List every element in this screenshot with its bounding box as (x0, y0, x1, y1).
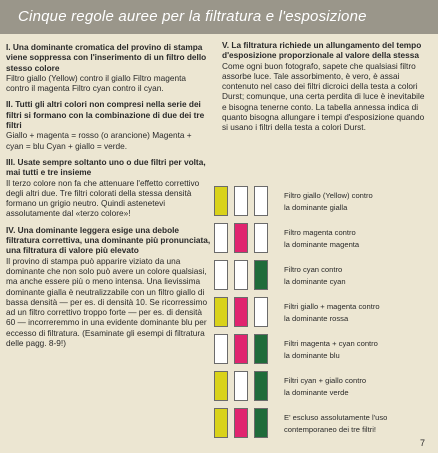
rule-1-body: Filtro giallo (Yellow) contro il giallo Filtro magenta contro il magenta Filtro cyan contro il cyan. (6, 72, 186, 94)
filter-row-line2: contemporaneo dei tre filtri! (284, 424, 377, 434)
filter-row (212, 334, 434, 366)
rule-3-heading: III. Usate sempre soltanto uno o due filtri per volta, mai tutti e tre insieme (6, 156, 206, 178)
rule-5-body: Come ogni buon fotografo, sapete che qualsiasi filtro assorbe luce. Tale assorbimento, è vero, è assai contenuto nel caso dei filtri dicroici della testa a colori Durst; comunque, una certa perdita di luce è inevitabile e bisogna tenerne conto. La tabella annessa indica di quanto bisogna allungare i tempi d'esposizione quando si usano i filtri della testa a colori Durst. (222, 60, 425, 133)
filter-row-line1: Filtri magenta + cyan contro (284, 339, 378, 348)
filter-row (212, 223, 434, 255)
filter-row-line2: la dominante gialla (284, 202, 348, 212)
filter-row (212, 297, 434, 329)
filter-table (212, 186, 434, 448)
rule-1-heading: I. Una dominante cromatica del provino di stampa viene soppressa con l'inserimento di un filtro dello stesso colore (6, 42, 207, 73)
filter-row-line2: la dominante blu (284, 350, 340, 360)
filter-row-line2: la dominante cyan (284, 276, 346, 286)
filter-swatch-yellow (214, 371, 228, 401)
filter-swatch-cyan (254, 223, 268, 253)
filter-row-label (284, 338, 432, 361)
filter-swatch-magenta (234, 186, 248, 216)
filter-swatch-yellow (214, 186, 228, 216)
filter-row-label (284, 190, 432, 213)
filter-swatch-yellow (214, 297, 228, 327)
page-number: 7 (420, 438, 426, 448)
filter-swatch-magenta (234, 408, 248, 438)
filter-swatch-yellow (214, 260, 228, 290)
left-column (6, 42, 211, 354)
filter-row-line2: la dominante verde (284, 387, 349, 397)
filter-row (212, 186, 434, 218)
right-column (222, 40, 430, 139)
filter-swatch-cyan (254, 371, 268, 401)
filter-swatch-magenta (234, 371, 248, 401)
rule-4 (6, 225, 211, 349)
rule-3-body: Il terzo colore non fa che attenuare l'effetto correttivo degli altri due. Tre filtri colorati della stessa densità formano un grigio neutro. Quindi astenetevi assolutamente dal «terzo colore»! (6, 177, 200, 219)
rule-2-heading: II. Tutti gli altri colori non compresi nella serie dei filtri si formano con la combinazione di due dei tre filtri (6, 99, 205, 131)
rule-5 (222, 40, 430, 133)
page-title: Cinque regole auree per la filtratura e l'esposizione (18, 8, 367, 25)
rule-2-body: Giallo + magenta = rosso (o arancione) Magenta + cyan = blu Cyan + giallo = verde. (6, 130, 192, 151)
filter-row (212, 260, 434, 292)
filter-row-line2: la dominante rossa (284, 313, 349, 323)
filter-swatch-magenta (234, 334, 248, 364)
filter-row-label (284, 412, 432, 435)
filter-row-line2: la dominante magenta (284, 239, 360, 249)
rule-2 (6, 99, 211, 150)
filter-row-label (284, 375, 432, 398)
filter-swatch-magenta (234, 260, 248, 290)
filter-swatch-cyan (254, 334, 268, 364)
filter-row-line1: Filtro giallo (Yellow) contro (284, 191, 373, 200)
filter-swatch-yellow (214, 334, 228, 364)
filter-row (212, 408, 434, 440)
filter-row (212, 371, 434, 403)
rule-1 (6, 42, 211, 93)
rule-4-heading: IV. Una dominante leggera esige una debole filtratura correttiva, una dominante più pronunciata, una filtratura di valore più elevato (6, 224, 211, 256)
rule-5-heading: V. La filtratura richiede un allungamento del tempo d'esposizione proporzionale al valore della stessa (222, 40, 422, 61)
filter-row-line1: Filtro magenta contro (284, 228, 356, 237)
rule-3 (6, 157, 211, 219)
filter-swatch-magenta (234, 223, 248, 253)
filter-swatch-cyan (254, 186, 268, 216)
title-banner (0, 0, 438, 34)
filter-row-label (284, 264, 432, 287)
filter-row-label (284, 227, 432, 250)
filter-swatch-magenta (234, 297, 248, 327)
filter-row-label (284, 301, 432, 324)
rule-4-body: Il provino di stampa può apparire viziato da una dominante che non solo può avere un colore qualsiasi, ma anche essere più o meno intensa. Una lievissima dominante gialla è neutralizzabile con un filtro giallo di bassa densità — per es. di densità 10. Se ricorressimo ad un filtro correttivo troppo forte — per es. di densità 60 — incorreremmo in una evidente dominante blu per eccesso di filtratura. (Esaminate gli esempi di filtratura delle pagg. 8-9!) (6, 255, 208, 349)
filter-row-line1: E' escluso assolutamente l'uso (284, 413, 388, 422)
filter-row-line1: Filtri giallo + magenta contro (284, 302, 380, 311)
filter-swatch-yellow (214, 408, 228, 438)
filter-swatch-cyan (254, 260, 268, 290)
filter-swatch-yellow (214, 223, 228, 253)
filter-swatch-cyan (254, 408, 268, 438)
filter-swatch-cyan (254, 297, 268, 327)
filter-row-line1: Filtri cyan + giallo contro (284, 376, 367, 385)
filter-row-line1: Filtro cyan contro (284, 265, 343, 274)
